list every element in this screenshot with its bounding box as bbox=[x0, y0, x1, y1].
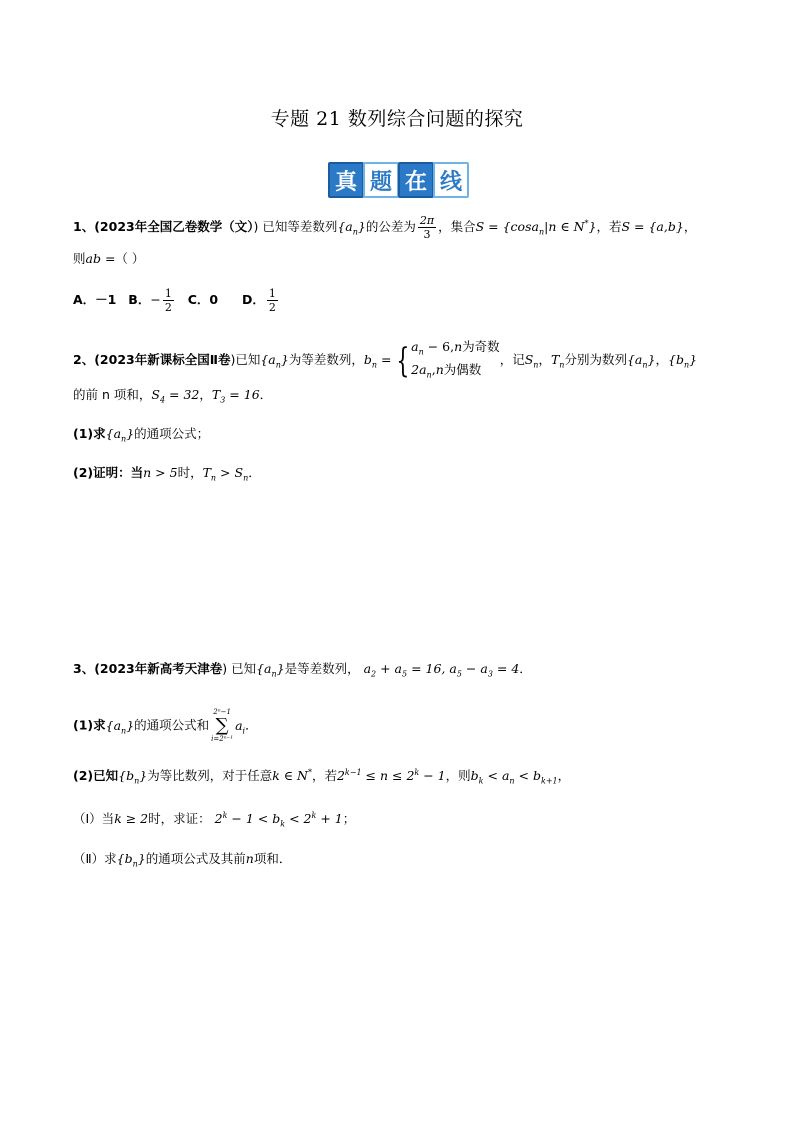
q2-piecewise-cases: $a_n - 6,n$为奇数 $2a_n,n$为偶数 bbox=[411, 339, 500, 379]
q1-fraction: $\frac{2\pi}{3}$ bbox=[419, 214, 435, 241]
q3-line-1: 3、(2023年新高考天津卷) 已知$\{a_n\}$是等差数列， $a_2 + a_5 = 16$, $a_5 - a_3 = 4$． bbox=[73, 661, 532, 679]
q3-part-2-i: （Ⅰ）当k ≥ 2时，求证： $2^k - 1 < b_k < 2^k + 1$； bbox=[73, 811, 356, 829]
section-banner bbox=[328, 158, 466, 198]
banner-char-1: 真 bbox=[328, 162, 364, 198]
q1-option-b-label: B． bbox=[128, 292, 151, 307]
q3-part-1: (1)求$\{a_n\}$的通项公式和 2ⁿ−1 ∑ i=2ⁿ⁻¹ $a_i$． bbox=[73, 708, 258, 743]
banner-char-4: 线 bbox=[433, 162, 469, 198]
q1-option-b-fraction: $\frac{1}{2}$ bbox=[164, 287, 172, 314]
page-title: 专题 21 数列综合问题的探究 bbox=[270, 108, 524, 130]
q3-part-2: (2)已知$\{b_n\}$为等比数列，对于任意k ∈ N*，若$2^{k-1} \le n \le 2^k - 1$，则$b_k < a_n < b_{k+1}$， bbox=[73, 768, 571, 786]
q1-source: 2023年全国乙卷数学（文） bbox=[99, 219, 254, 234]
q1-option-a: A．－1 bbox=[73, 292, 117, 307]
q1-line-2: 则ab =（ ） bbox=[73, 251, 145, 266]
q2-part-2: (2)证明：当n > 5时，$T_n > S_n$． bbox=[73, 465, 261, 483]
q1-option-d-fraction: $\frac{1}{2}$ bbox=[268, 287, 276, 314]
q3-summation: 2ⁿ−1 ∑ i=2ⁿ⁻¹ bbox=[211, 708, 234, 743]
q1-line-1: 1、(2023年全国乙卷数学（文）) 已知等差数列$\{a_n\}$的公差为 $\frac{2\pi}{3}$ ，集合S = {cosa$_n$|n ∈ N*}，若S = {a,b}， bbox=[73, 214, 697, 241]
q3-source: 2023年新高考天津卷 bbox=[99, 661, 223, 676]
banner-char-3: 在 bbox=[398, 162, 434, 198]
q3-part-2-ii: （Ⅱ）求$\{b_n\}$的通项公式及其前n项和． bbox=[73, 851, 292, 869]
q1-option-c: C．0 bbox=[187, 292, 219, 307]
q2-part-1: (1)求$\{a_n\}$的通项公式； bbox=[73, 426, 210, 444]
q1-options: A．－1 B．− $\frac{1}{2}$ C．0 D． $\frac{1}{2}$ bbox=[73, 287, 276, 314]
q2-line-2: 的前 n 项和，$S_4 = 32$，$T_3 = 16$． bbox=[73, 387, 273, 405]
q2-piecewise-brace: { bbox=[395, 340, 409, 381]
q2-source: 2023年新课标全国Ⅱ卷 bbox=[99, 352, 231, 367]
q2-line-1: 2、(2023年新课标全国Ⅱ卷)已知$\{a_n\}$为等差数列，$b_n$ = { $a_n - 6,n$为奇数 $2a_n,n$为偶数 ，记$S_n$，$T_n$分别为数列$\{a_n\}$，$\{b_n\}$ bbox=[73, 338, 697, 383]
banner-char-2: 题 bbox=[363, 162, 399, 198]
q1-option-d-label: D． bbox=[241, 292, 265, 307]
